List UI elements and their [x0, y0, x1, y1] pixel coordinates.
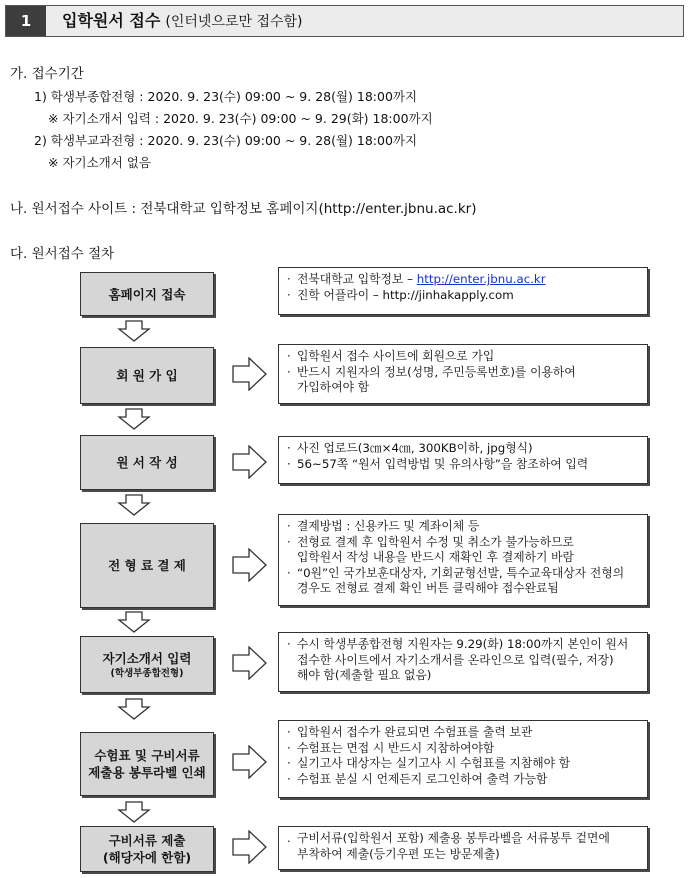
step-label: 구비서류 제출 (해당자에 한함)	[80, 826, 214, 872]
step-item: · 실기고사 대상자는 실기고사 시 수험표를 지참해야 함	[287, 756, 571, 770]
procedure-heading: 다. 원서접수 절차	[10, 246, 115, 262]
down-arrow-icon	[117, 698, 151, 720]
step-item: 경우도 전형료 결제 확인 버튼 클릭해야 접수완료됨	[297, 581, 559, 595]
period-line: 2) 학생부교과전형 : 2020. 9. 23(수) 09:00 ~ 9. 28(월) 18:00까지	[34, 133, 418, 148]
step-item: · 결제방법 : 신용카드 및 계좌이체 등	[287, 519, 480, 533]
step-item: · 반드시 지원자의 정보(성명, 주민등록번호)를 이용하여	[287, 364, 576, 379]
step-description	[278, 826, 648, 870]
period-line: ※ 자기소개서 없음	[48, 155, 151, 170]
right-arrow-icon	[232, 445, 268, 479]
step-item: . 구비서류(입학원서 포함) 제출용 봉투라벨을 서류봉투 겉면에	[287, 831, 610, 845]
step-sublabel: (학생부종합전형)	[110, 667, 184, 679]
step-description	[278, 632, 648, 692]
step-description	[278, 436, 648, 484]
section-number: 1	[6, 6, 46, 36]
period-line: ※ 자기소개서 입력 : 2020. 9. 23(수) 09:00 ~ 9. 29(화) 18:00까지	[48, 111, 433, 126]
section-header	[5, 5, 684, 37]
step-item: 가입하여야 함	[297, 380, 370, 394]
step-item: · “0원”인 국가보훈대상자, 기회균형선발, 특수교육대상자 전형의	[287, 565, 625, 580]
down-arrow-icon	[117, 801, 151, 823]
period-line: 1) 학생부종합전형 : 2020. 9. 23(수) 09:00 ~ 9. 28(월) 18:00까지	[34, 89, 418, 104]
step-item: · 수험표는 면접 시 반드시 지참하여야함	[287, 740, 495, 755]
step-description	[278, 514, 648, 606]
step-item: 접수한 사이트에서 자기소개서를 온라인으로 입력(필수, 저장)	[297, 652, 614, 667]
right-arrow-icon	[232, 830, 268, 864]
step-item: · 수험표 분실 시 언제든지 로그인하여 출력 가능함	[287, 771, 548, 786]
step-label: 전 형 료 결 제	[80, 523, 214, 608]
down-arrow-icon	[117, 320, 151, 342]
step-item: · 수시 학생부종합전형 지원자는 9.29(화) 18:00까지 본인이 원서	[287, 637, 629, 651]
step-item: 입학원서 작성 내용을 반드시 재확인 후 결제하기 바람	[297, 550, 574, 564]
step-label: 원 서 작 성	[80, 435, 214, 490]
right-arrow-icon	[232, 745, 268, 779]
step-label: 홈페이지 접속	[80, 272, 214, 316]
enter-jbnu-link[interactable]: http://enter.jbnu.ac.kr	[416, 272, 546, 286]
right-arrow-icon	[232, 646, 268, 680]
step-item: · 56~57쪽 “원서 입력방법 및 유의사항”을 참조하여 입력	[287, 456, 589, 471]
section-subtitle: (인터넷으로만 접수함)	[165, 14, 303, 30]
down-arrow-icon	[117, 408, 151, 430]
step-label: 회 원 가 입	[80, 347, 214, 404]
step-description	[278, 344, 648, 404]
step-label: 수험표 및 구비서류 제출용 봉투라벨 인쇄	[80, 732, 214, 796]
step-item: 해야 함(제출할 필요 없음)	[297, 668, 432, 682]
step-item: · 전형료 결제 후 입학원서 수정 및 취소가 불가능하므로	[287, 534, 574, 549]
site-line: 나. 원서접수 사이트 : 전북대학교 입학정보 홈페이지(http://enter.jbnu.ac.kr)	[10, 201, 477, 217]
step-description	[278, 720, 648, 798]
section-title: 입학원서 접수 (인터넷으로만 접수함)	[62, 11, 303, 30]
down-arrow-icon	[117, 494, 151, 516]
step-item: 부착하여 제출(등기우편 또는 방문제출)	[297, 846, 500, 861]
step-label: 자기소개서 입력 (학생부종합전형)	[80, 636, 214, 693]
right-arrow-icon	[232, 548, 268, 582]
step-description	[278, 267, 648, 315]
down-arrow-icon	[117, 611, 151, 633]
step-item: · 입학원서 접수 사이트에 회원으로 가입	[287, 349, 495, 363]
step-item: · 진학 어플라이 – http://jinhakapply.com	[287, 287, 514, 302]
step-item: · 전북대학교 입학정보 – http://enter.jbnu.ac.kr	[287, 272, 546, 286]
period-heading: 가. 접수기간	[10, 66, 84, 82]
step-sublabel: 제출용 봉투라벨 인쇄	[88, 765, 206, 780]
step-sublabel: (해당자에 한함)	[102, 850, 192, 865]
step-item: · 사진 업로드(3㎝×4㎝, 300KB이하, jpg형식)	[287, 441, 533, 455]
step-item: · 입학원서 접수가 완료되면 수험표를 출력 보관	[287, 725, 533, 739]
right-arrow-icon	[232, 357, 268, 391]
